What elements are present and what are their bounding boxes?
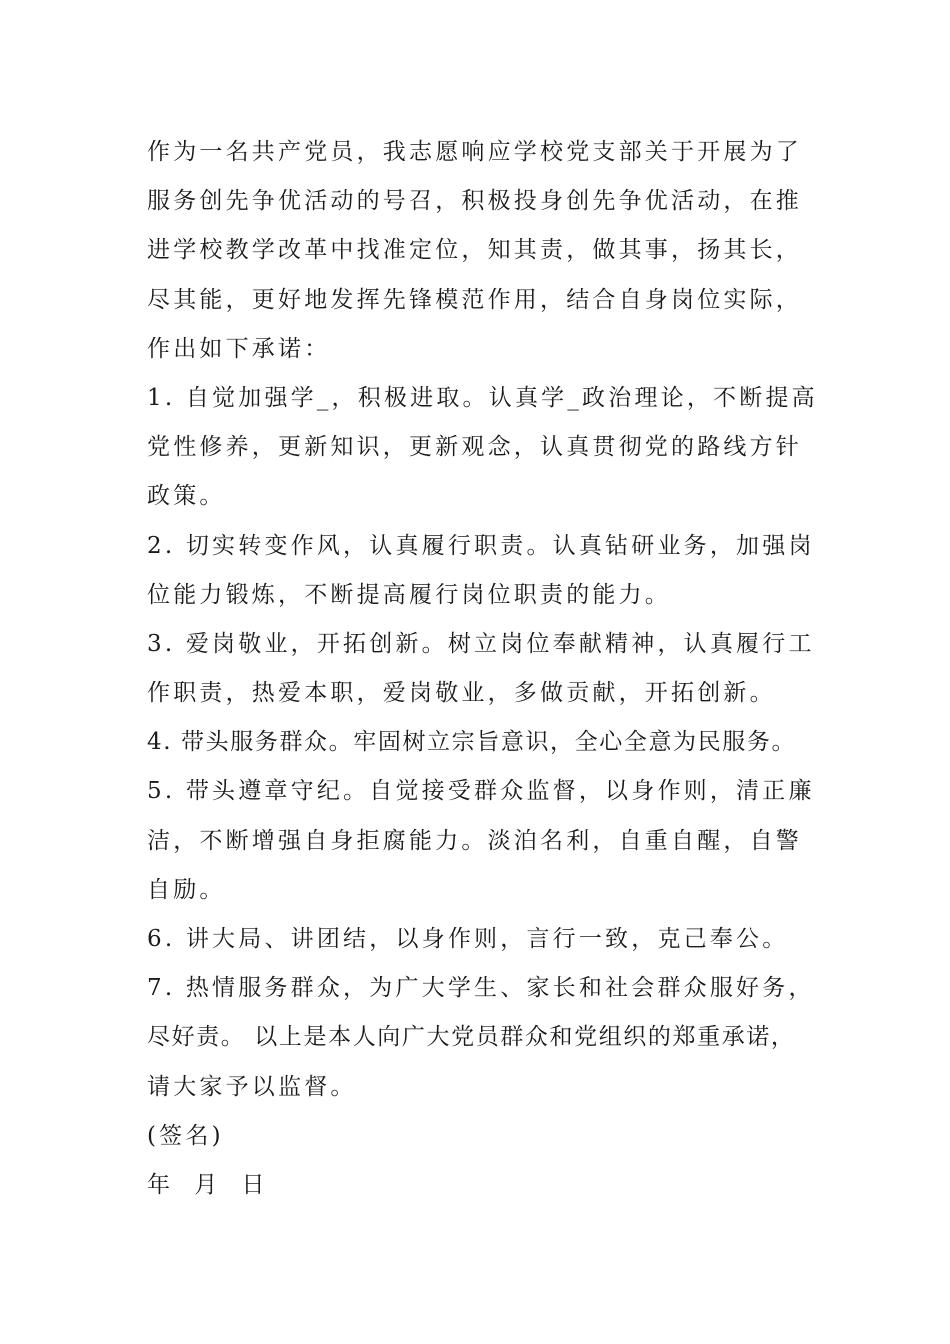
pledge-item-7: 7. 热情服务群众，为广大学生、家长和社会群众服好务， (147, 975, 815, 1002)
signature-label: (签名) (147, 1122, 224, 1149)
text-line: 党性修养，更新知识，更新观念，认真贯彻党的路线方针 (147, 434, 802, 461)
text-line: 请大家予以监督。 (147, 1073, 357, 1100)
text-line: 作职责，热爱本职，爱岗敬业，多做贡献，开拓创新。 (147, 680, 776, 707)
pledge-item-6: 6. 讲大局、讲团结，以身作则，言行一致，克己奉公。 (147, 926, 789, 952)
text-line: 尽好责。 以上是本人向广大党员群众和党组织的郑重承诺， (147, 1024, 796, 1051)
text-line: 作出如下承诺： (147, 335, 331, 362)
text-line: 洁，不断增强自身拒腐能力。淡泊名利，自重自醒，自警 (147, 827, 802, 854)
text-line: 服务创先争优活动的号召，积极投身创先争优活动，在推 (147, 188, 802, 215)
pledge-item-3: 3. 爱岗敬业，开拓创新。树立岗位奉献精神，认真履行工 (147, 630, 815, 657)
pledge-item-5: 5. 带头遵章守纪。自觉接受群众监督，以身作则，清正廉 (147, 778, 815, 805)
pledge-item-1: 1. 自觉加强学_，积极进取。认真学_政治理论，不断提高 (147, 384, 818, 411)
date-label: 年 月 日 (147, 1171, 268, 1198)
text-line: 自励。 (147, 876, 226, 903)
text-line: 位能力锻炼，不断提高履行岗位职责的能力。 (147, 581, 671, 608)
text-line: 作为一名共产党员，我志愿响应学校党支部关于开展为了 (147, 139, 802, 165)
pledge-item-2: 2. 切实转变作风，认真履行职责。认真钻研业务，加强岗 (147, 532, 815, 559)
pledge-item-4: 4. 带头服务群众。牢固树立宗旨意识，全心全意为民服务。 (147, 729, 797, 756)
text-line: 尽其能，更好地发挥先锋模范作用，结合自身岗位实际， (147, 286, 802, 313)
text-line: 政策。 (147, 483, 226, 510)
text-line: 进学校教学改革中找准定位，知其责，做其事，扬其长， (147, 237, 802, 264)
pledge-body (147, 128, 847, 1210)
